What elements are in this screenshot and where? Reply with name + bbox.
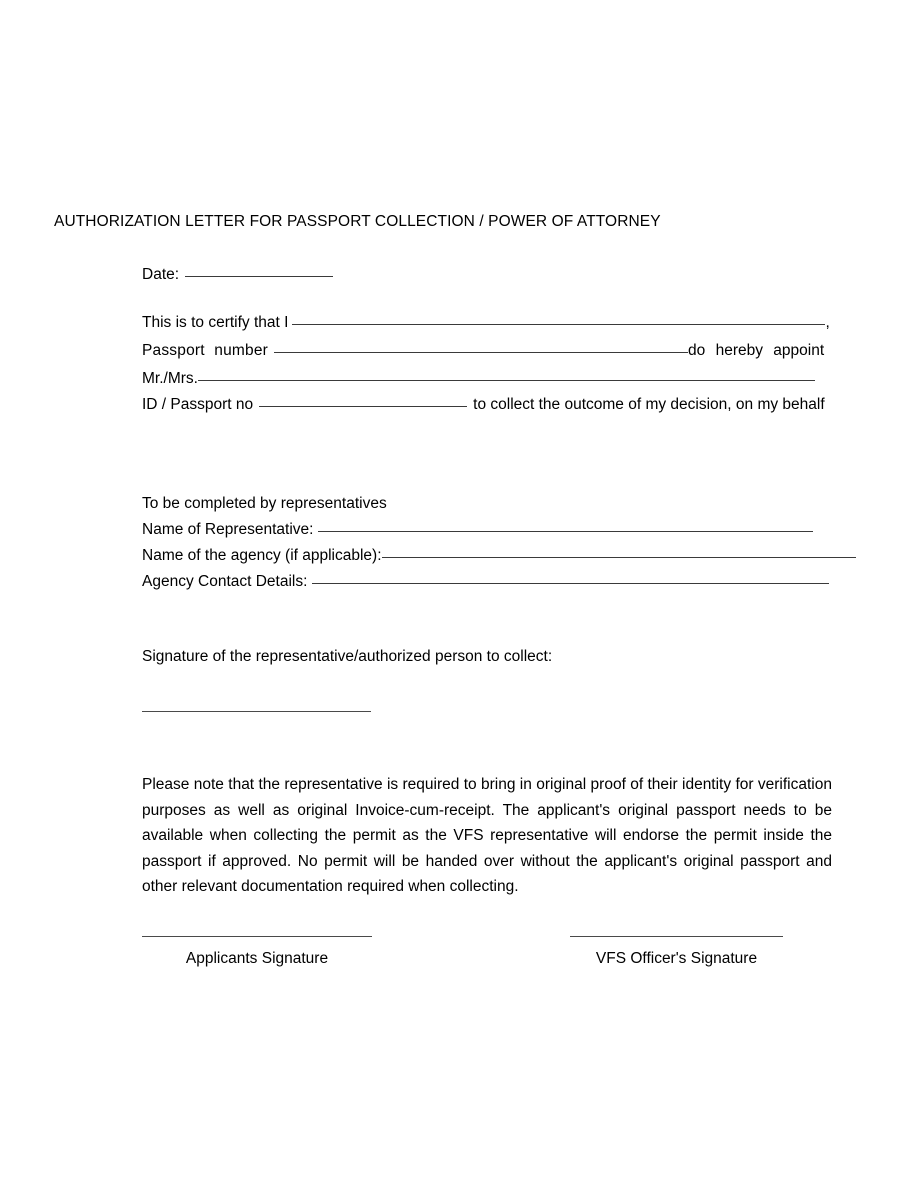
representative-name-row bbox=[142, 520, 813, 540]
representative-name-blank-rule[interactable] bbox=[318, 531, 813, 532]
passport-number-label: Passport number bbox=[142, 342, 269, 359]
certify-name-blank-rule[interactable] bbox=[292, 324, 825, 325]
appointee-id-row bbox=[142, 395, 825, 415]
agency-name-label: Name of the agency (if applicable): bbox=[142, 547, 382, 564]
appointee-name-blank-rule[interactable] bbox=[198, 380, 815, 381]
applicant-signature-rule[interactable] bbox=[142, 936, 372, 937]
representative-name-label: Name of Representative: bbox=[142, 521, 314, 538]
appointee-id-blank-rule[interactable] bbox=[259, 406, 467, 407]
representative-signature-rule[interactable] bbox=[142, 711, 371, 712]
note-paragraph: Please note that the representative is required to bring in original proof of their identity for verification purposes as well as original Invoice-cum-receipt. The applicant's original passport needs to be available when collecting the permit as the VFS representative will endorse the permit inside the passport if approved. No permit will be handed over without the applicant's original passport and other relevant documentation required when collecting. bbox=[142, 776, 832, 895]
certify-name-row bbox=[142, 313, 830, 333]
appointee-name-row bbox=[142, 369, 815, 389]
agency-name-blank-rule[interactable] bbox=[382, 557, 856, 558]
passport-number-blank-rule[interactable] bbox=[274, 352, 688, 353]
agency-contact-blank-rule[interactable] bbox=[312, 583, 829, 584]
date-label: Date: bbox=[142, 266, 180, 283]
agency-name-row bbox=[142, 546, 856, 566]
certify-trailing-comma: , bbox=[825, 314, 830, 331]
date-field-row bbox=[142, 265, 333, 285]
page-title: AUTHORIZATION LETTER FOR PASSPORT COLLECTION / POWER OF ATTORNEY bbox=[54, 213, 661, 230]
officer-signature-label: VFS Officer's Signature bbox=[595, 950, 758, 967]
agency-contact-row bbox=[142, 572, 829, 592]
representative-signature-label: Signature of the representative/authorized person to collect: bbox=[142, 648, 553, 665]
appointee-name-label: Mr./Mrs. bbox=[142, 370, 198, 387]
applicant-signature-label: Applicants Signature bbox=[185, 950, 329, 967]
passport-number-row bbox=[142, 341, 832, 361]
agency-contact-label: Agency Contact Details: bbox=[142, 573, 308, 590]
appointee-id-trailing-text: to collect the outcome of my decision, on my behalf bbox=[473, 396, 825, 413]
representatives-section-heading: To be completed by representatives bbox=[142, 495, 387, 512]
date-blank-rule[interactable] bbox=[185, 276, 333, 277]
appointee-id-label: ID / Passport no bbox=[142, 396, 254, 413]
passport-number-trailing-text: do hereby appoint bbox=[688, 342, 825, 359]
officer-signature-rule[interactable] bbox=[570, 936, 783, 937]
certify-label: This is to certify that I bbox=[142, 314, 289, 331]
